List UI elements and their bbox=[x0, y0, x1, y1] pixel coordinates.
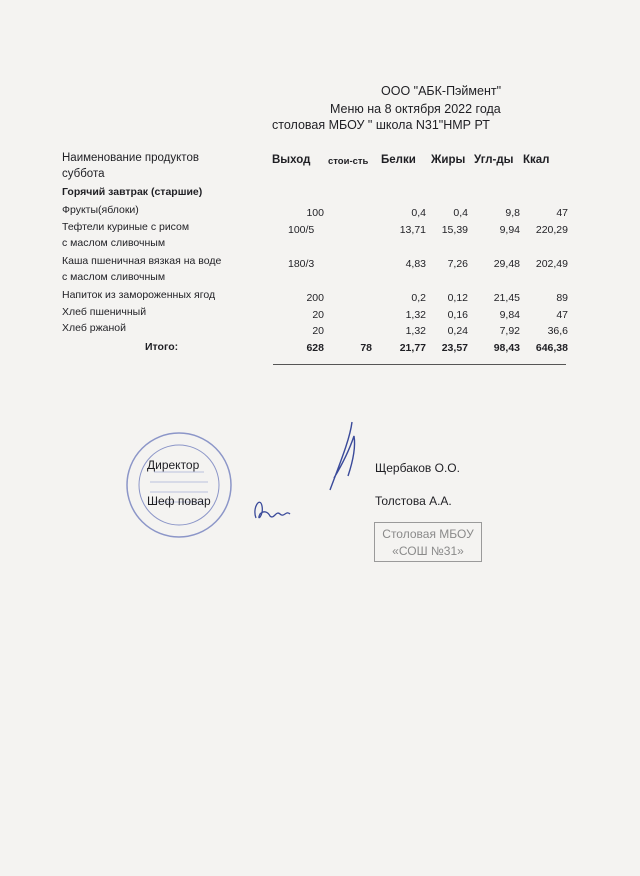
row-carbs: 21,45 bbox=[493, 292, 520, 304]
section-title: Горячий завтрак (старшие) bbox=[62, 186, 203, 198]
row-protein: 4,83 bbox=[405, 258, 426, 270]
director-label: Директор bbox=[147, 458, 200, 472]
row-name: Напиток из замороженных ягод bbox=[62, 289, 216, 301]
row-name: Каша пшеничная вязкая на воде bbox=[62, 255, 222, 267]
company-name: ООО "АБК-Пэймент" bbox=[381, 84, 502, 98]
total-carbs: 98,43 bbox=[493, 342, 520, 354]
total-output: 628 bbox=[306, 342, 324, 354]
director-name: Щербаков О.О. bbox=[375, 461, 460, 475]
chef-label: Шеф повар bbox=[147, 494, 211, 508]
row-output: 180/3 bbox=[288, 258, 315, 270]
row-protein: 0,4 bbox=[411, 207, 426, 219]
row-protein: 13,71 bbox=[399, 224, 426, 236]
row-output: 200 bbox=[306, 292, 324, 304]
row-kcal: 202,49 bbox=[535, 258, 568, 270]
row-carbs: 9,8 bbox=[505, 207, 520, 219]
row-fat: 7,26 bbox=[447, 258, 468, 270]
col-kcal-header: Ккал bbox=[523, 154, 550, 166]
row-protein: 1,32 bbox=[405, 325, 426, 337]
director-signature bbox=[322, 418, 382, 498]
stamp-line2: «СОШ №31» bbox=[392, 544, 464, 558]
stamp-line1: Столовая МБОУ bbox=[382, 527, 474, 541]
row-protein: 0,2 bbox=[411, 292, 426, 304]
chef-signature bbox=[250, 488, 300, 528]
col-cost-header: стои-сть bbox=[328, 156, 369, 167]
row-name: Тефтели куриные с рисом bbox=[62, 221, 190, 233]
total-cost: 78 bbox=[360, 342, 372, 354]
total-protein: 21,77 bbox=[399, 342, 426, 354]
row-kcal: 47 bbox=[556, 207, 568, 219]
row-name: Хлеб ржаной bbox=[62, 322, 126, 334]
row-fat: 0,12 bbox=[447, 292, 468, 304]
day-label: суббота bbox=[62, 168, 105, 180]
row-carbs: 7,92 bbox=[499, 325, 520, 337]
canteen-stamp bbox=[374, 522, 482, 562]
row-carbs: 9,84 bbox=[499, 309, 520, 321]
round-seal-stamp bbox=[124, 430, 234, 540]
col-name-header: Наименование продуктов bbox=[62, 152, 199, 164]
row-output: 20 bbox=[312, 309, 324, 321]
total-label: Итого: bbox=[145, 341, 179, 353]
row-output: 100/5 bbox=[288, 224, 315, 236]
row-name-line2: с маслом сливочным bbox=[62, 237, 166, 249]
row-kcal: 36,6 bbox=[547, 325, 568, 337]
col-fat-header: Жиры bbox=[431, 154, 466, 166]
row-carbs: 29,48 bbox=[493, 258, 520, 270]
row-protein: 1,32 bbox=[405, 309, 426, 321]
row-name-line2: с маслом сливочным bbox=[62, 271, 166, 283]
total-kcal: 646,38 bbox=[535, 342, 568, 354]
row-name: Хлеб пшеничный bbox=[62, 306, 147, 318]
row-kcal: 89 bbox=[556, 292, 568, 304]
row-fat: 0,16 bbox=[447, 309, 468, 321]
canteen-name: столовая МБОУ " школа N31"НМР РТ bbox=[272, 118, 490, 132]
row-fat: 0,4 bbox=[453, 207, 468, 219]
menu-date: Меню на 8 октября 2022 года bbox=[330, 102, 501, 116]
col-carbs-header: Угл-ды bbox=[474, 154, 514, 166]
row-carbs: 9,94 bbox=[499, 224, 520, 236]
row-fat: 0,24 bbox=[447, 325, 468, 337]
row-kcal: 47 bbox=[556, 309, 568, 321]
row-name: Фрукты(яблоки) bbox=[62, 204, 139, 216]
chef-name: Толстова А.А. bbox=[375, 494, 452, 508]
row-kcal: 220,29 bbox=[535, 224, 568, 236]
row-output: 100 bbox=[306, 207, 324, 219]
total-divider bbox=[273, 364, 566, 365]
total-fat: 23,57 bbox=[441, 342, 468, 354]
col-output-header: Выход bbox=[272, 154, 311, 166]
row-fat: 15,39 bbox=[441, 224, 468, 236]
row-output: 20 bbox=[312, 325, 324, 337]
col-protein-header: Белки bbox=[381, 154, 416, 166]
